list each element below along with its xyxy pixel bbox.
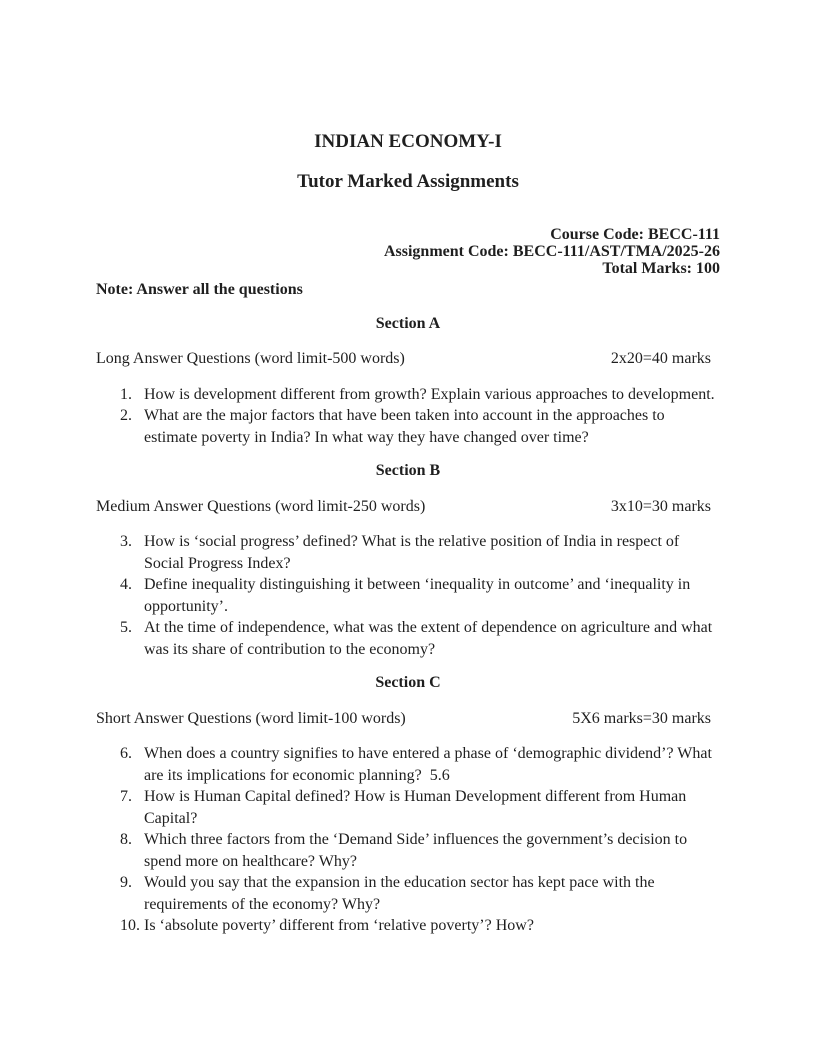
question-number: 7.: [120, 788, 132, 805]
question-number: 4.: [120, 576, 132, 593]
question-item: [96, 531, 720, 574]
answer-note: Note: Answer all the questions: [96, 281, 303, 298]
question-text: How is ‘social progress’ defined? What is the relative position of India in respect of Social Progress Index?: [144, 533, 684, 572]
assignment-code-line: Assignment Code: BECC-111/AST/TMA/2025-26: [383, 243, 720, 260]
section-c-marks-value: 5X6 marks=30 marks: [572, 709, 711, 727]
document-subtitle: Tutor Marked Assignments: [297, 171, 519, 192]
section-c-questions: [96, 743, 720, 937]
course-code-line: Course Code: BECC-111: [550, 226, 720, 243]
section-a-questions: [96, 384, 720, 449]
question-item: [96, 405, 720, 448]
question-number: 6.: [120, 745, 132, 762]
section-a-marks-value: 2x20=40 marks: [610, 350, 711, 367]
question-text: What are the major factors that have been taken into account in the approaches to estimate poverty in India? In what way they have changed over time?: [144, 407, 669, 446]
question-text: When does a country signifies to have entered a phase of ‘demographic dividend’? What are its implications for economic planning? 5.6: [144, 745, 716, 784]
section-b-question-type-label: Medium Answer Questions (word limit-250 words): [96, 497, 426, 515]
document-title: INDIAN ECONOMY-I: [314, 131, 502, 152]
section-b-marks-value: 3x10=30 marks: [610, 497, 711, 515]
question-item: [96, 743, 720, 786]
question-item: [96, 829, 720, 872]
question-number: 5.: [120, 619, 132, 636]
question-text: How is development different from growth? Explain various approaches to development.: [144, 385, 715, 403]
section-c-marks-row: [96, 708, 720, 730]
question-text: Would you say that the expansion in the education sector has kept pace with the requirements of the economy? Why?: [144, 874, 659, 913]
section-a-question-type-label: Long Answer Questions (word limit-500 words): [96, 350, 405, 367]
section-a-title: Section A: [375, 314, 441, 332]
question-item: [96, 786, 720, 829]
assignment-codes-block: [96, 226, 720, 277]
total-marks-line: Total Marks: 100: [602, 260, 720, 277]
question-number: 2.: [120, 407, 132, 424]
question-number: 1.: [120, 385, 132, 403]
question-item: [96, 384, 720, 406]
question-item: [96, 617, 720, 660]
question-text: At the time of independence, what was the extent of dependence on agriculture and what was its share of contribution to the economy?: [144, 619, 717, 658]
question-number: 10.: [120, 917, 140, 934]
section-b-title: Section B: [375, 462, 441, 479]
section-a-marks-row: [96, 348, 720, 370]
question-number: 3.: [120, 533, 132, 550]
question-number: 9.: [120, 874, 132, 891]
section-c-question-type-label: Short Answer Questions (word limit-100 words): [96, 709, 406, 727]
question-item: [96, 915, 720, 937]
question-number: 8.: [120, 831, 132, 848]
question-text: How is Human Capital defined? How is Human Development different from Human Capital?: [144, 788, 691, 827]
question-text: Which three factors from the ‘Demand Side’ influences the government’s decision to spend more on healthcare? Why?: [144, 831, 692, 870]
question-text: Define inequality distinguishing it between ‘inequality in outcome’ and ‘inequality in opportunity’.: [144, 576, 695, 615]
question-item: [96, 574, 720, 617]
section-c-title: Section C: [375, 674, 441, 691]
section-b-questions: [96, 531, 720, 660]
section-b-marks-row: [96, 496, 720, 518]
question-item: [96, 872, 720, 915]
question-text: Is ‘absolute poverty’ different from ‘relative poverty’? How?: [144, 917, 534, 934]
